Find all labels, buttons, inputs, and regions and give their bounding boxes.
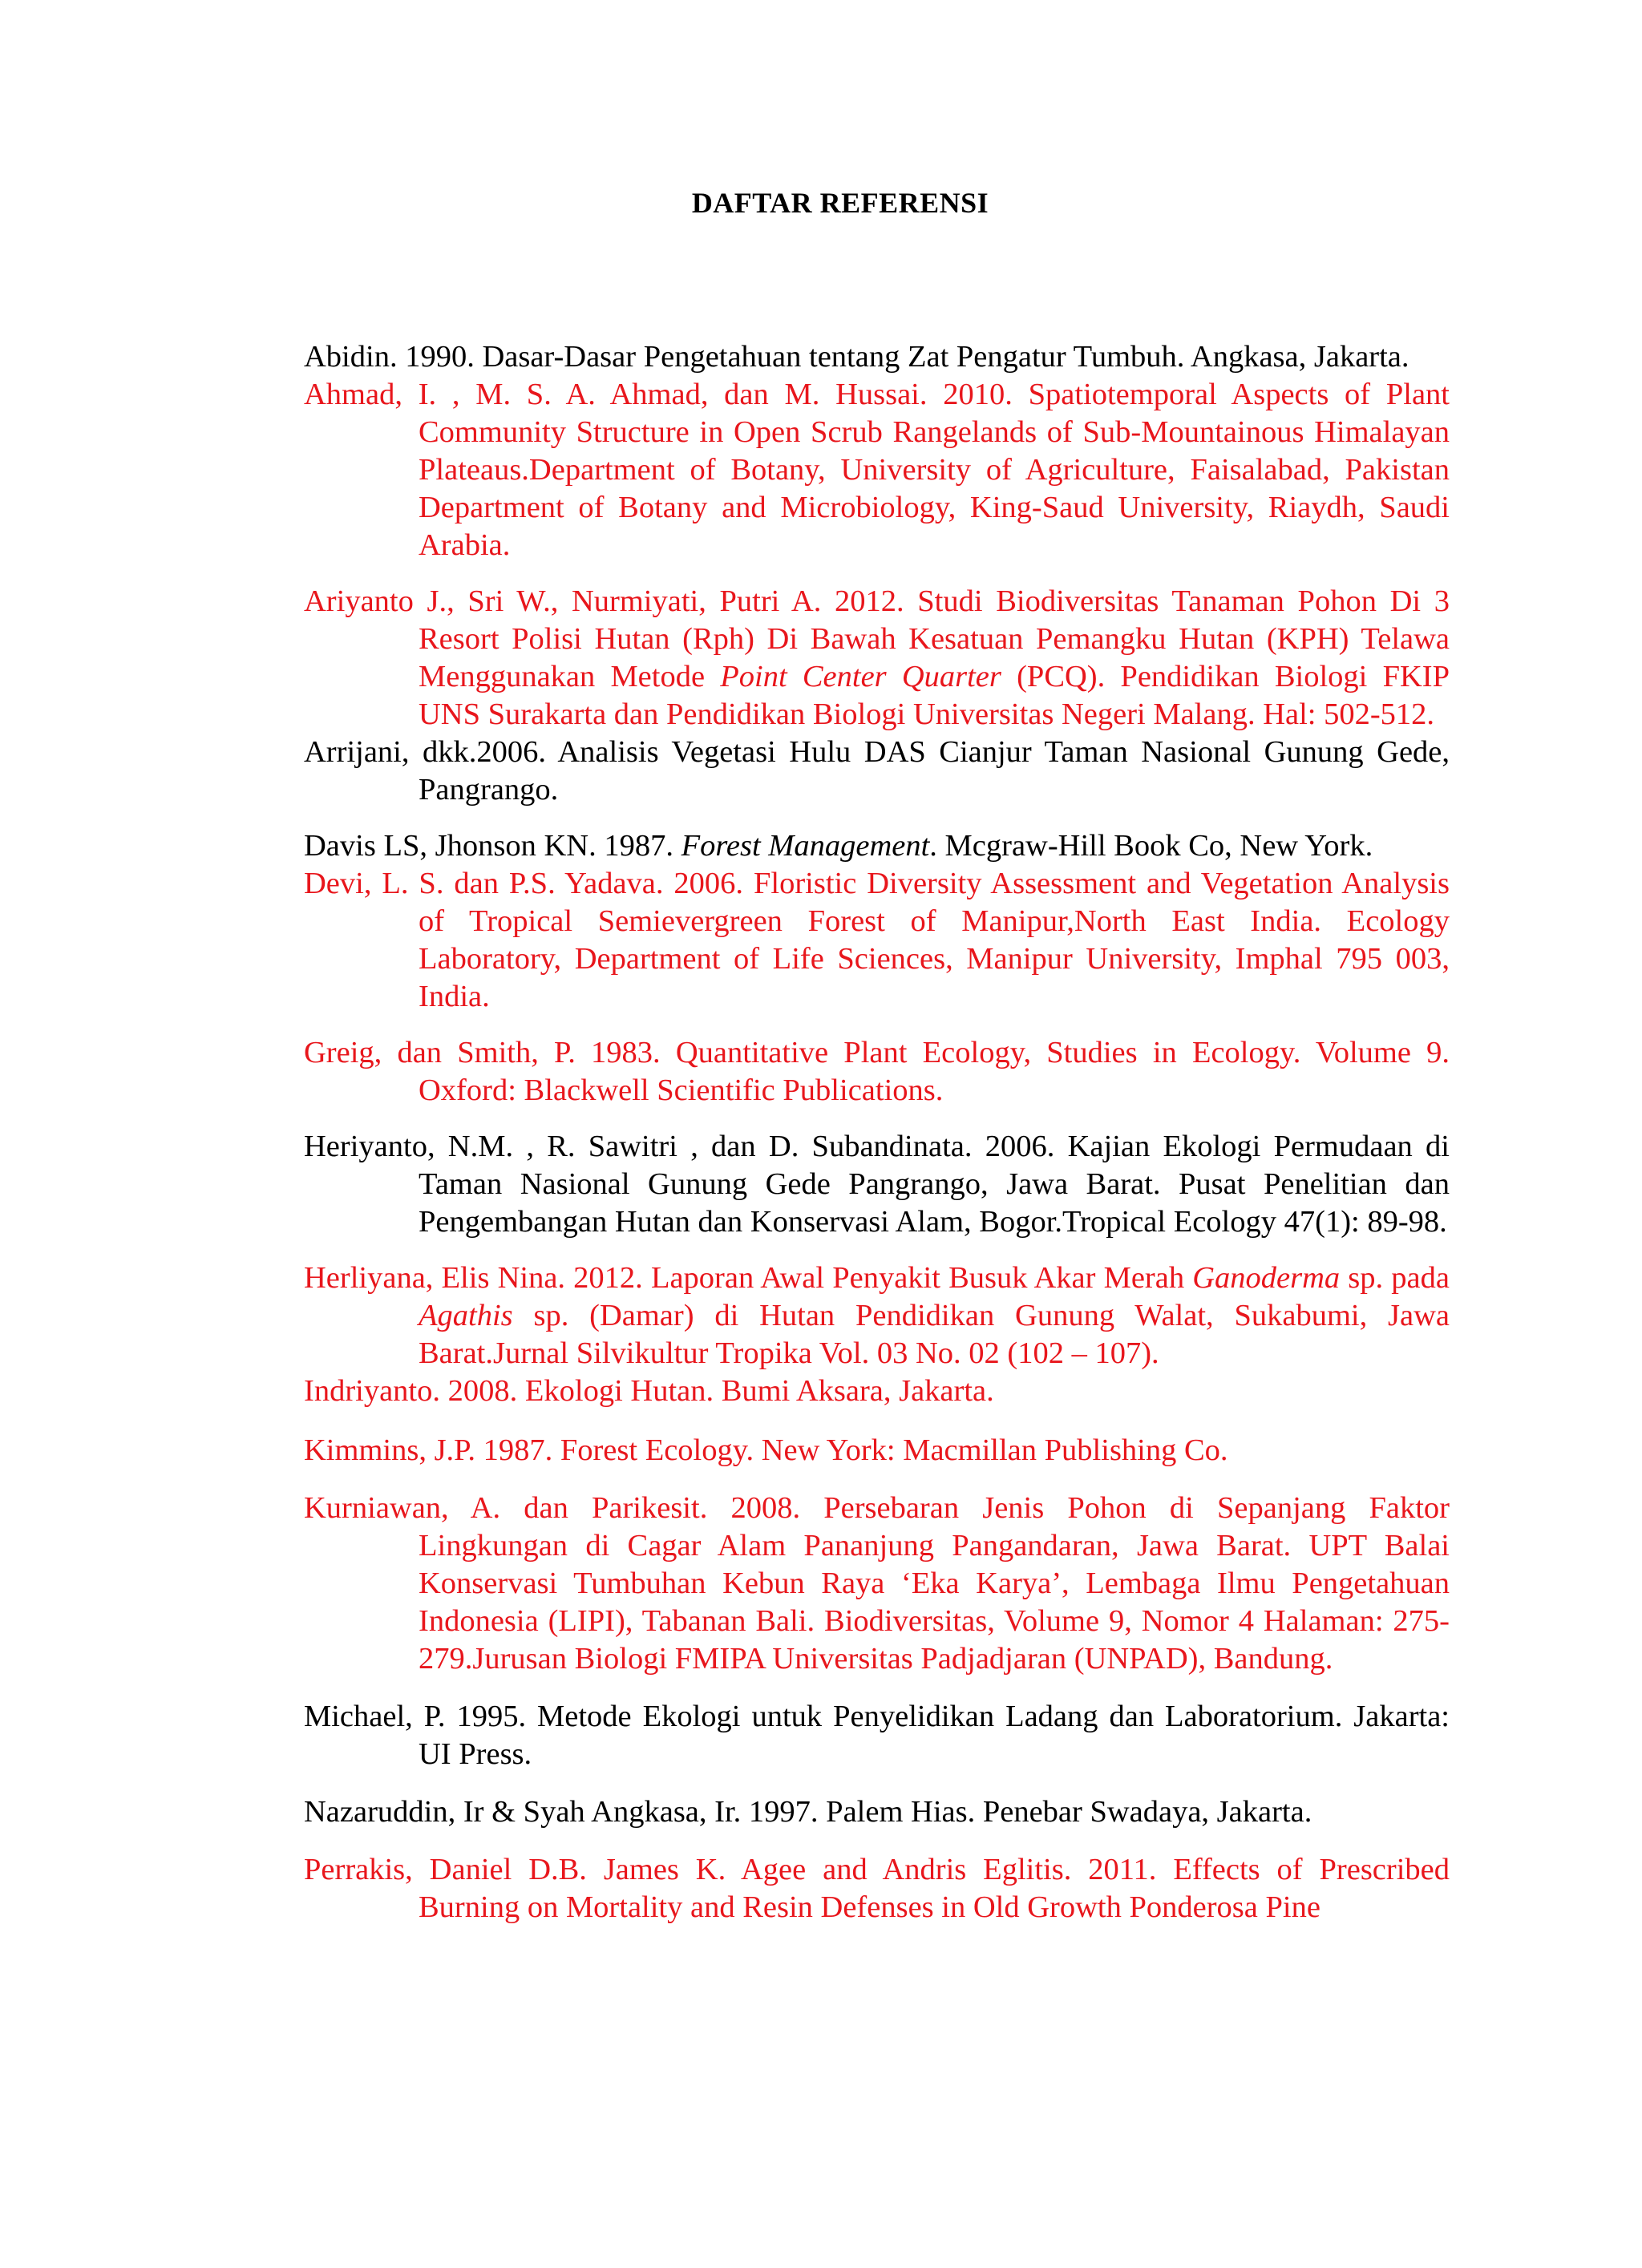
reference-italic-text: Point Center Quarter bbox=[720, 660, 1001, 693]
reference-entry-michael bbox=[304, 1698, 1450, 1773]
reference-text: sp. pada bbox=[1340, 1261, 1450, 1295]
reference-entry-nazaruddin bbox=[304, 1793, 1450, 1831]
reference-text: Davis LS, Jhonson KN. 1987. bbox=[304, 829, 681, 863]
reference-text: Ahmad, I. , M. S. A. Ahmad, dan M. Hussai. 2010. Spatiotemporal Aspects of Plant Community Structure in Open Scrub Rangelands of Sub-Mountainous Himalayan Plateaus.Department of Botany, University of Agriculture, Faisalabad, Pakistan Department of Botany and Microbiology, King-Saud University, Riaydh, Saudi Arabia. bbox=[304, 378, 1450, 562]
reference-entry-herliyana bbox=[304, 1259, 1450, 1373]
reference-text: . Mcgraw-Hill Book Co, New York. bbox=[929, 829, 1373, 863]
reference-text: Indriyanto. 2008. Ekologi Hutan. Bumi Aksara, Jakarta. bbox=[304, 1374, 994, 1408]
reference-text: Nazaruddin, Ir & Syah Angkasa, Ir. 1997. Palem Hias. Penebar Swadaya, Jakarta. bbox=[304, 1795, 1312, 1829]
reference-text: Devi, L. S. dan P.S. Yadava. 2006. Floristic Diversity Assessment and Vegetation Analysis of Tropical Semievergreen Forest of Manipur,North East India. Ecology Laboratory, Department of Life Sciences, Manipur University, Imphal 795 003, India. bbox=[304, 867, 1450, 1013]
reference-entry-indriyanto bbox=[304, 1373, 1450, 1410]
reference-text: Kimmins, J.P. 1987. Forest Ecology. New York: Macmillan Publishing Co. bbox=[304, 1433, 1228, 1467]
reference-text: Perrakis, Daniel D.B. James K. Agee and Andris Eglitis. 2011. Effects of Prescribed Burning on Mortality and Resin Defenses in Old Growth Ponderosa Pine bbox=[304, 1853, 1450, 1924]
reference-list bbox=[304, 338, 1450, 1926]
reference-entry-kimmins bbox=[304, 1432, 1450, 1470]
reference-entry-davis bbox=[304, 827, 1450, 865]
reference-entry-perrakis bbox=[304, 1851, 1450, 1926]
reference-text: Greig, dan Smith, P. 1983. Quantitative Plant Ecology, Studies in Ecology. Volume 9. Oxford: Blackwell Scientific Publications. bbox=[304, 1036, 1450, 1107]
reference-text: Ariyanto J., Sri W., Nurmiyati, Putri A. 2012. Studi Biodiversitas Tanaman Pohon Di 3 Resort Polisi Hutan (Rph) Di Bawah Kesatuan Pemangku Hutan (KPH) Telawa Menggunakan Metode bbox=[304, 584, 1450, 693]
reference-italic-text: Agathis bbox=[419, 1299, 513, 1332]
reference-text: sp. (Damar) di Hutan Pendidikan Gunung Walat, Sukabumi, Jawa Barat.Jurnal Silvikultur Tropika Vol. 03 No. 02 (102 – 107). bbox=[419, 1299, 1450, 1370]
reference-entry-heriyanto bbox=[304, 1128, 1450, 1241]
reference-text: Heriyanto, N.M. , R. Sawitri , dan D. Subandinata. 2006. Kajian Ekologi Permudaan di Taman Nasional Gunung Gede Pangrango, Jawa Barat. Pusat Penelitian dan Pengembangan Hutan dan Konservasi Alam, Bogor.Tropical Ecology 47(1): 89-98. bbox=[304, 1130, 1450, 1239]
reference-entry-abidin bbox=[304, 338, 1476, 376]
reference-entry-ahmad bbox=[304, 376, 1450, 564]
page-title: DAFTAR REFERENSI bbox=[691, 187, 989, 219]
reference-entry-devi bbox=[304, 865, 1450, 1016]
reference-text: Michael, P. 1995. Metode Ekologi untuk Penyelidikan Ladang dan Laboratorium. Jakarta: UI Press. bbox=[304, 1700, 1450, 1771]
reference-entry-greig bbox=[304, 1034, 1450, 1110]
reference-text: Abidin. 1990. Dasar-Dasar Pengetahuan tentang Zat Pengatur Tumbuh. Angkasa, Jakarta. bbox=[304, 340, 1409, 374]
reference-entry-ariyanto bbox=[304, 583, 1450, 734]
reference-entry-kurniawan bbox=[304, 1490, 1450, 1678]
reference-italic-text: Ganoderma bbox=[1192, 1261, 1341, 1295]
reference-text: Arrijani, dkk.2006. Analisis Vegetasi Hulu DAS Cianjur Taman Nasional Gunung Gede, Pangrango. bbox=[304, 735, 1450, 807]
reference-text: Kurniawan, A. dan Parikesit. 2008. Persebaran Jenis Pohon di Sepanjang Faktor Lingkungan di Cagar Alam Pananjung Pangandaran, Jawa Barat. UPT Balai Konservasi Tumbuhan Kebun Raya ‘Eka Karya’, Lembaga Ilmu Pengetahuan Indonesia (LIPI), Tabanan Bali. Biodiversitas, Volume 9, Nomor 4 Halaman: 275-279.Jurusan Biologi FMIPA Universitas Padjadjaran (UNPAD), Bandung. bbox=[304, 1491, 1450, 1676]
reference-text: (PCQ). Pendidikan Biologi FKIP UNS Surakarta dan Pendidikan Biologi Universitas Negeri Malang. Hal: 502-512. bbox=[419, 660, 1450, 731]
reference-italic-text: Forest Management bbox=[681, 829, 930, 863]
reference-text: Herliyana, Elis Nina. 2012. Laporan Awal Penyakit Busuk Akar Merah bbox=[304, 1261, 1193, 1295]
reference-entry-arrijani bbox=[304, 734, 1450, 809]
